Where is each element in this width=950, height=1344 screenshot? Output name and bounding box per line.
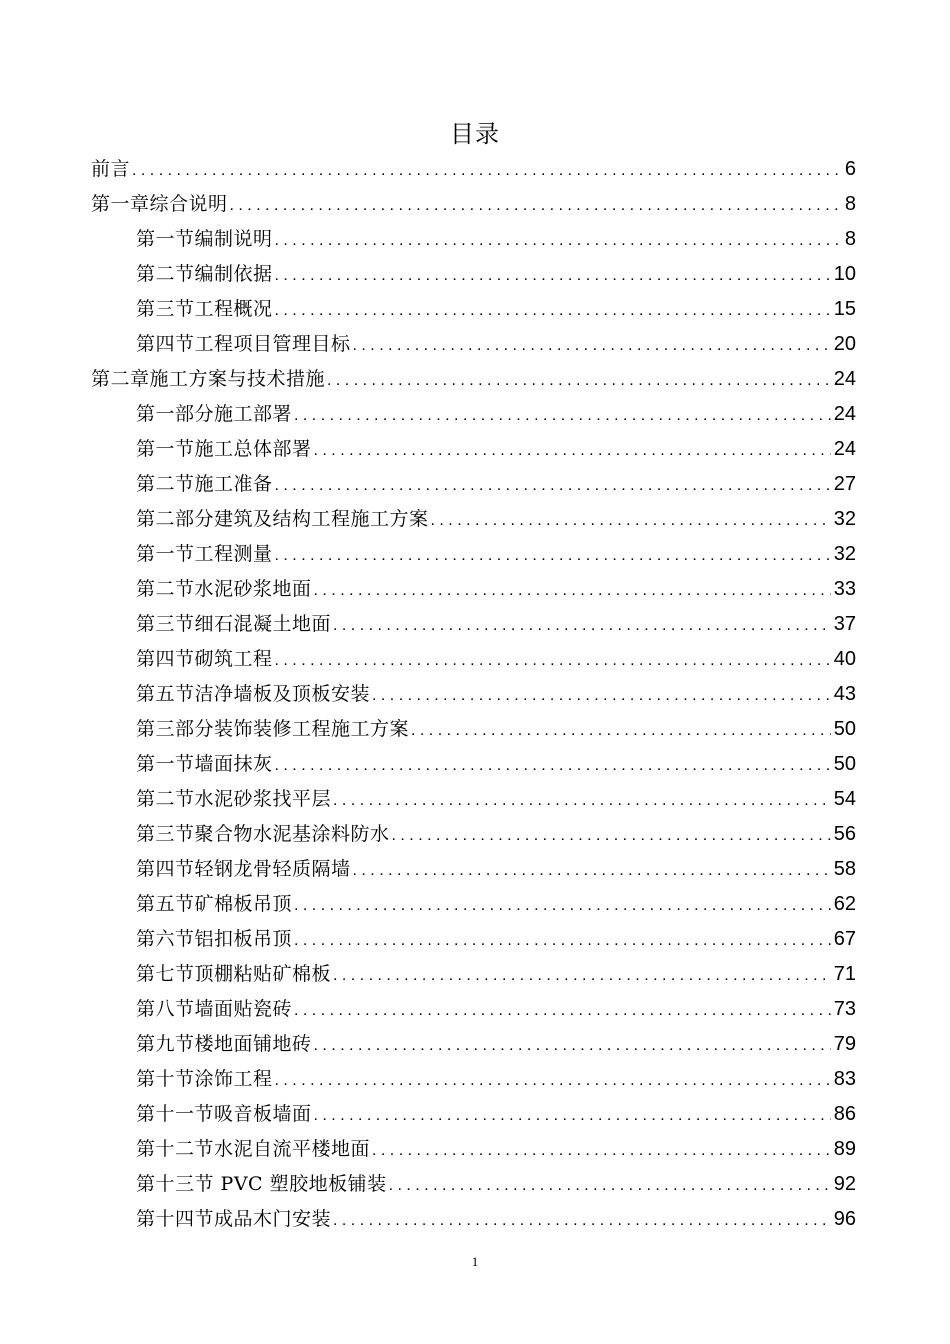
toc-leader-dots bbox=[132, 153, 842, 188]
toc-entry[interactable] bbox=[0, 712, 950, 747]
toc-entry[interactable] bbox=[0, 432, 950, 467]
toc-entry-page: 8 bbox=[844, 228, 856, 250]
toc-entry[interactable] bbox=[0, 992, 950, 1027]
toc-entry[interactable] bbox=[0, 327, 950, 362]
toc-entry[interactable] bbox=[0, 607, 950, 642]
toc-entry-label: 第一节编制说明 bbox=[136, 228, 273, 250]
toc-entry[interactable] bbox=[0, 1027, 950, 1062]
toc-leader-dots bbox=[411, 713, 831, 748]
toc-entry-label: 第四节工程项目管理目标 bbox=[136, 333, 351, 355]
toc-entry[interactable] bbox=[0, 1202, 950, 1237]
toc-entry[interactable] bbox=[0, 852, 950, 887]
toc-leader-dots bbox=[275, 468, 831, 503]
toc-entry-page: 71 bbox=[833, 963, 856, 985]
toc-entry-label: 第二节水泥砂浆找平层 bbox=[136, 788, 332, 810]
toc-entry-page: 89 bbox=[833, 1138, 856, 1160]
toc-entry-page: 15 bbox=[833, 298, 856, 320]
toc-entry-label: 第六节铝扣板吊顶 bbox=[136, 928, 293, 950]
toc-entry-label: 第四节轻钢龙骨轻质隔墙 bbox=[136, 858, 351, 880]
toc-entry-page: 24 bbox=[833, 438, 856, 460]
toc-list bbox=[0, 152, 950, 1237]
toc-entry-label: 第一节工程测量 bbox=[136, 543, 273, 565]
toc-entry-page: 79 bbox=[833, 1033, 856, 1055]
toc-entry-label: 第十二节水泥自流平楼地面 bbox=[136, 1138, 371, 1160]
toc-entry[interactable] bbox=[0, 642, 950, 677]
toc-entry-page: 20 bbox=[833, 333, 856, 355]
toc-entry-label: 第二章施工方案与技术措施 bbox=[91, 368, 326, 390]
toc-leader-dots bbox=[230, 188, 842, 223]
toc-leader-dots bbox=[294, 888, 831, 923]
toc-entry-page: 32 bbox=[833, 508, 856, 530]
toc-entry-label: 第五节矿棉板吊顶 bbox=[136, 893, 293, 915]
toc-entry-label: 第八节墙面贴瓷砖 bbox=[136, 998, 293, 1020]
toc-leader-dots bbox=[333, 608, 831, 643]
toc-leader-dots bbox=[333, 958, 831, 993]
toc-leader-dots bbox=[333, 783, 831, 818]
toc-entry-label: 第一节墙面抹灰 bbox=[136, 753, 273, 775]
toc-entry[interactable] bbox=[0, 677, 950, 712]
toc-entry-page: 8 bbox=[844, 193, 856, 215]
toc-entry-label: 第五节洁净墙板及顶板安装 bbox=[136, 683, 371, 705]
toc-entry[interactable] bbox=[0, 467, 950, 502]
toc-entry-page: 58 bbox=[833, 858, 856, 880]
toc-entry[interactable] bbox=[0, 1167, 950, 1202]
page-number: 1 bbox=[471, 1254, 479, 1269]
toc-entry[interactable] bbox=[0, 397, 950, 432]
toc-leader-dots bbox=[333, 1203, 831, 1238]
toc-entry-page: 56 bbox=[833, 823, 856, 845]
toc-entry-page: 40 bbox=[833, 648, 856, 670]
toc-entry[interactable] bbox=[0, 537, 950, 572]
toc-entry-label: 第十一节吸音板墙面 bbox=[136, 1103, 312, 1125]
toc-entry-page: 24 bbox=[833, 368, 856, 390]
toc-entry-page: 50 bbox=[833, 718, 856, 740]
toc-entry-label: 第四节砌筑工程 bbox=[136, 648, 273, 670]
toc-entry[interactable] bbox=[0, 1062, 950, 1097]
toc-entry-page: 83 bbox=[833, 1068, 856, 1090]
toc-entry-page: 6 bbox=[844, 158, 856, 180]
toc-leader-dots bbox=[275, 643, 831, 678]
toc-entry[interactable] bbox=[0, 782, 950, 817]
toc-entry[interactable] bbox=[0, 957, 950, 992]
toc-entry-label: 前言 bbox=[91, 158, 131, 180]
toc-entry-label: 第一节施工总体部署 bbox=[136, 438, 312, 460]
toc-entry-page: 32 bbox=[833, 543, 856, 565]
toc-entry-page: 54 bbox=[833, 788, 856, 810]
toc-leader-dots bbox=[353, 328, 831, 363]
toc-leader-dots bbox=[327, 363, 831, 398]
toc-entry-label: 第十三节 PVC 塑胶地板铺装 bbox=[136, 1173, 387, 1195]
toc-entry[interactable] bbox=[0, 502, 950, 537]
toc-entry-page: 62 bbox=[833, 893, 856, 915]
toc-leader-dots bbox=[314, 573, 831, 608]
toc-entry-label: 第三部分装饰装修工程施工方案 bbox=[136, 718, 410, 740]
toc-leader-dots bbox=[275, 223, 842, 258]
toc-entry-label: 第十四节成品木门安装 bbox=[136, 1208, 332, 1230]
toc-leader-dots bbox=[314, 433, 831, 468]
toc-entry-page: 86 bbox=[833, 1103, 856, 1125]
toc-entry-page: 50 bbox=[833, 753, 856, 775]
toc-entry-page: 10 bbox=[833, 263, 856, 285]
toc-leader-dots bbox=[392, 818, 831, 853]
toc-entry-page: 33 bbox=[833, 578, 856, 600]
toc-entry-label: 第二节水泥砂浆地面 bbox=[136, 578, 312, 600]
toc-leader-dots bbox=[294, 398, 831, 433]
toc-entry-label: 第二节施工准备 bbox=[136, 473, 273, 495]
toc-leader-dots bbox=[275, 258, 831, 293]
toc-leader-dots bbox=[294, 923, 831, 958]
toc-entry-page: 67 bbox=[833, 928, 856, 950]
toc-leader-dots bbox=[275, 1063, 831, 1098]
toc-entry-page: 96 bbox=[833, 1208, 856, 1230]
toc-leader-dots bbox=[314, 1028, 831, 1063]
toc-entry-label: 第十节涂饰工程 bbox=[136, 1068, 273, 1090]
toc-entry-page: 73 bbox=[833, 998, 856, 1020]
toc-entry[interactable] bbox=[0, 922, 950, 957]
toc-entry-page: 24 bbox=[833, 403, 856, 425]
toc-title: 目录 bbox=[450, 120, 500, 148]
toc-entry[interactable] bbox=[0, 887, 950, 922]
toc-entry-label: 第七节顶棚粘贴矿棉板 bbox=[136, 963, 332, 985]
toc-entry-page: 27 bbox=[833, 473, 856, 495]
toc-entry[interactable] bbox=[0, 187, 950, 222]
toc-leader-dots bbox=[275, 748, 831, 783]
toc-leader-dots bbox=[372, 1133, 831, 1168]
toc-leader-dots bbox=[275, 293, 831, 328]
toc-entry-label: 第一部分施工部署 bbox=[136, 403, 293, 425]
toc-entry-page: 37 bbox=[833, 613, 856, 635]
toc-leader-dots bbox=[314, 1098, 831, 1133]
toc-leader-dots bbox=[389, 1168, 831, 1203]
toc-entry[interactable] bbox=[0, 817, 950, 852]
toc-entry-label: 第三节聚合物水泥基涂料防水 bbox=[136, 823, 390, 845]
toc-entry-label: 第三节工程概况 bbox=[136, 298, 273, 320]
toc-entry-label: 第二节编制依据 bbox=[136, 263, 273, 285]
toc-entry[interactable] bbox=[0, 1132, 950, 1167]
toc-entry-label: 第二部分建筑及结构工程施工方案 bbox=[136, 508, 429, 530]
toc-entry[interactable] bbox=[0, 572, 950, 607]
toc-entry[interactable] bbox=[0, 1097, 950, 1132]
toc-leader-dots bbox=[431, 503, 831, 538]
toc-entry[interactable] bbox=[0, 257, 950, 292]
toc-leader-dots bbox=[353, 853, 831, 888]
toc-leader-dots bbox=[372, 678, 831, 713]
toc-entry[interactable] bbox=[0, 152, 950, 187]
toc-entry-label: 第九节楼地面铺地砖 bbox=[136, 1033, 312, 1055]
toc-entry[interactable] bbox=[0, 292, 950, 327]
toc-entry-label: 第三节细石混凝土地面 bbox=[136, 613, 332, 635]
toc-leader-dots bbox=[275, 538, 831, 573]
toc-entry-page: 92 bbox=[833, 1173, 856, 1195]
toc-entry-label: 第一章综合说明 bbox=[91, 193, 228, 215]
toc-entry-page: 43 bbox=[833, 683, 856, 705]
toc-entry[interactable] bbox=[0, 747, 950, 782]
toc-entry[interactable] bbox=[0, 362, 950, 397]
toc-entry[interactable] bbox=[0, 222, 950, 257]
toc-leader-dots bbox=[294, 993, 831, 1028]
